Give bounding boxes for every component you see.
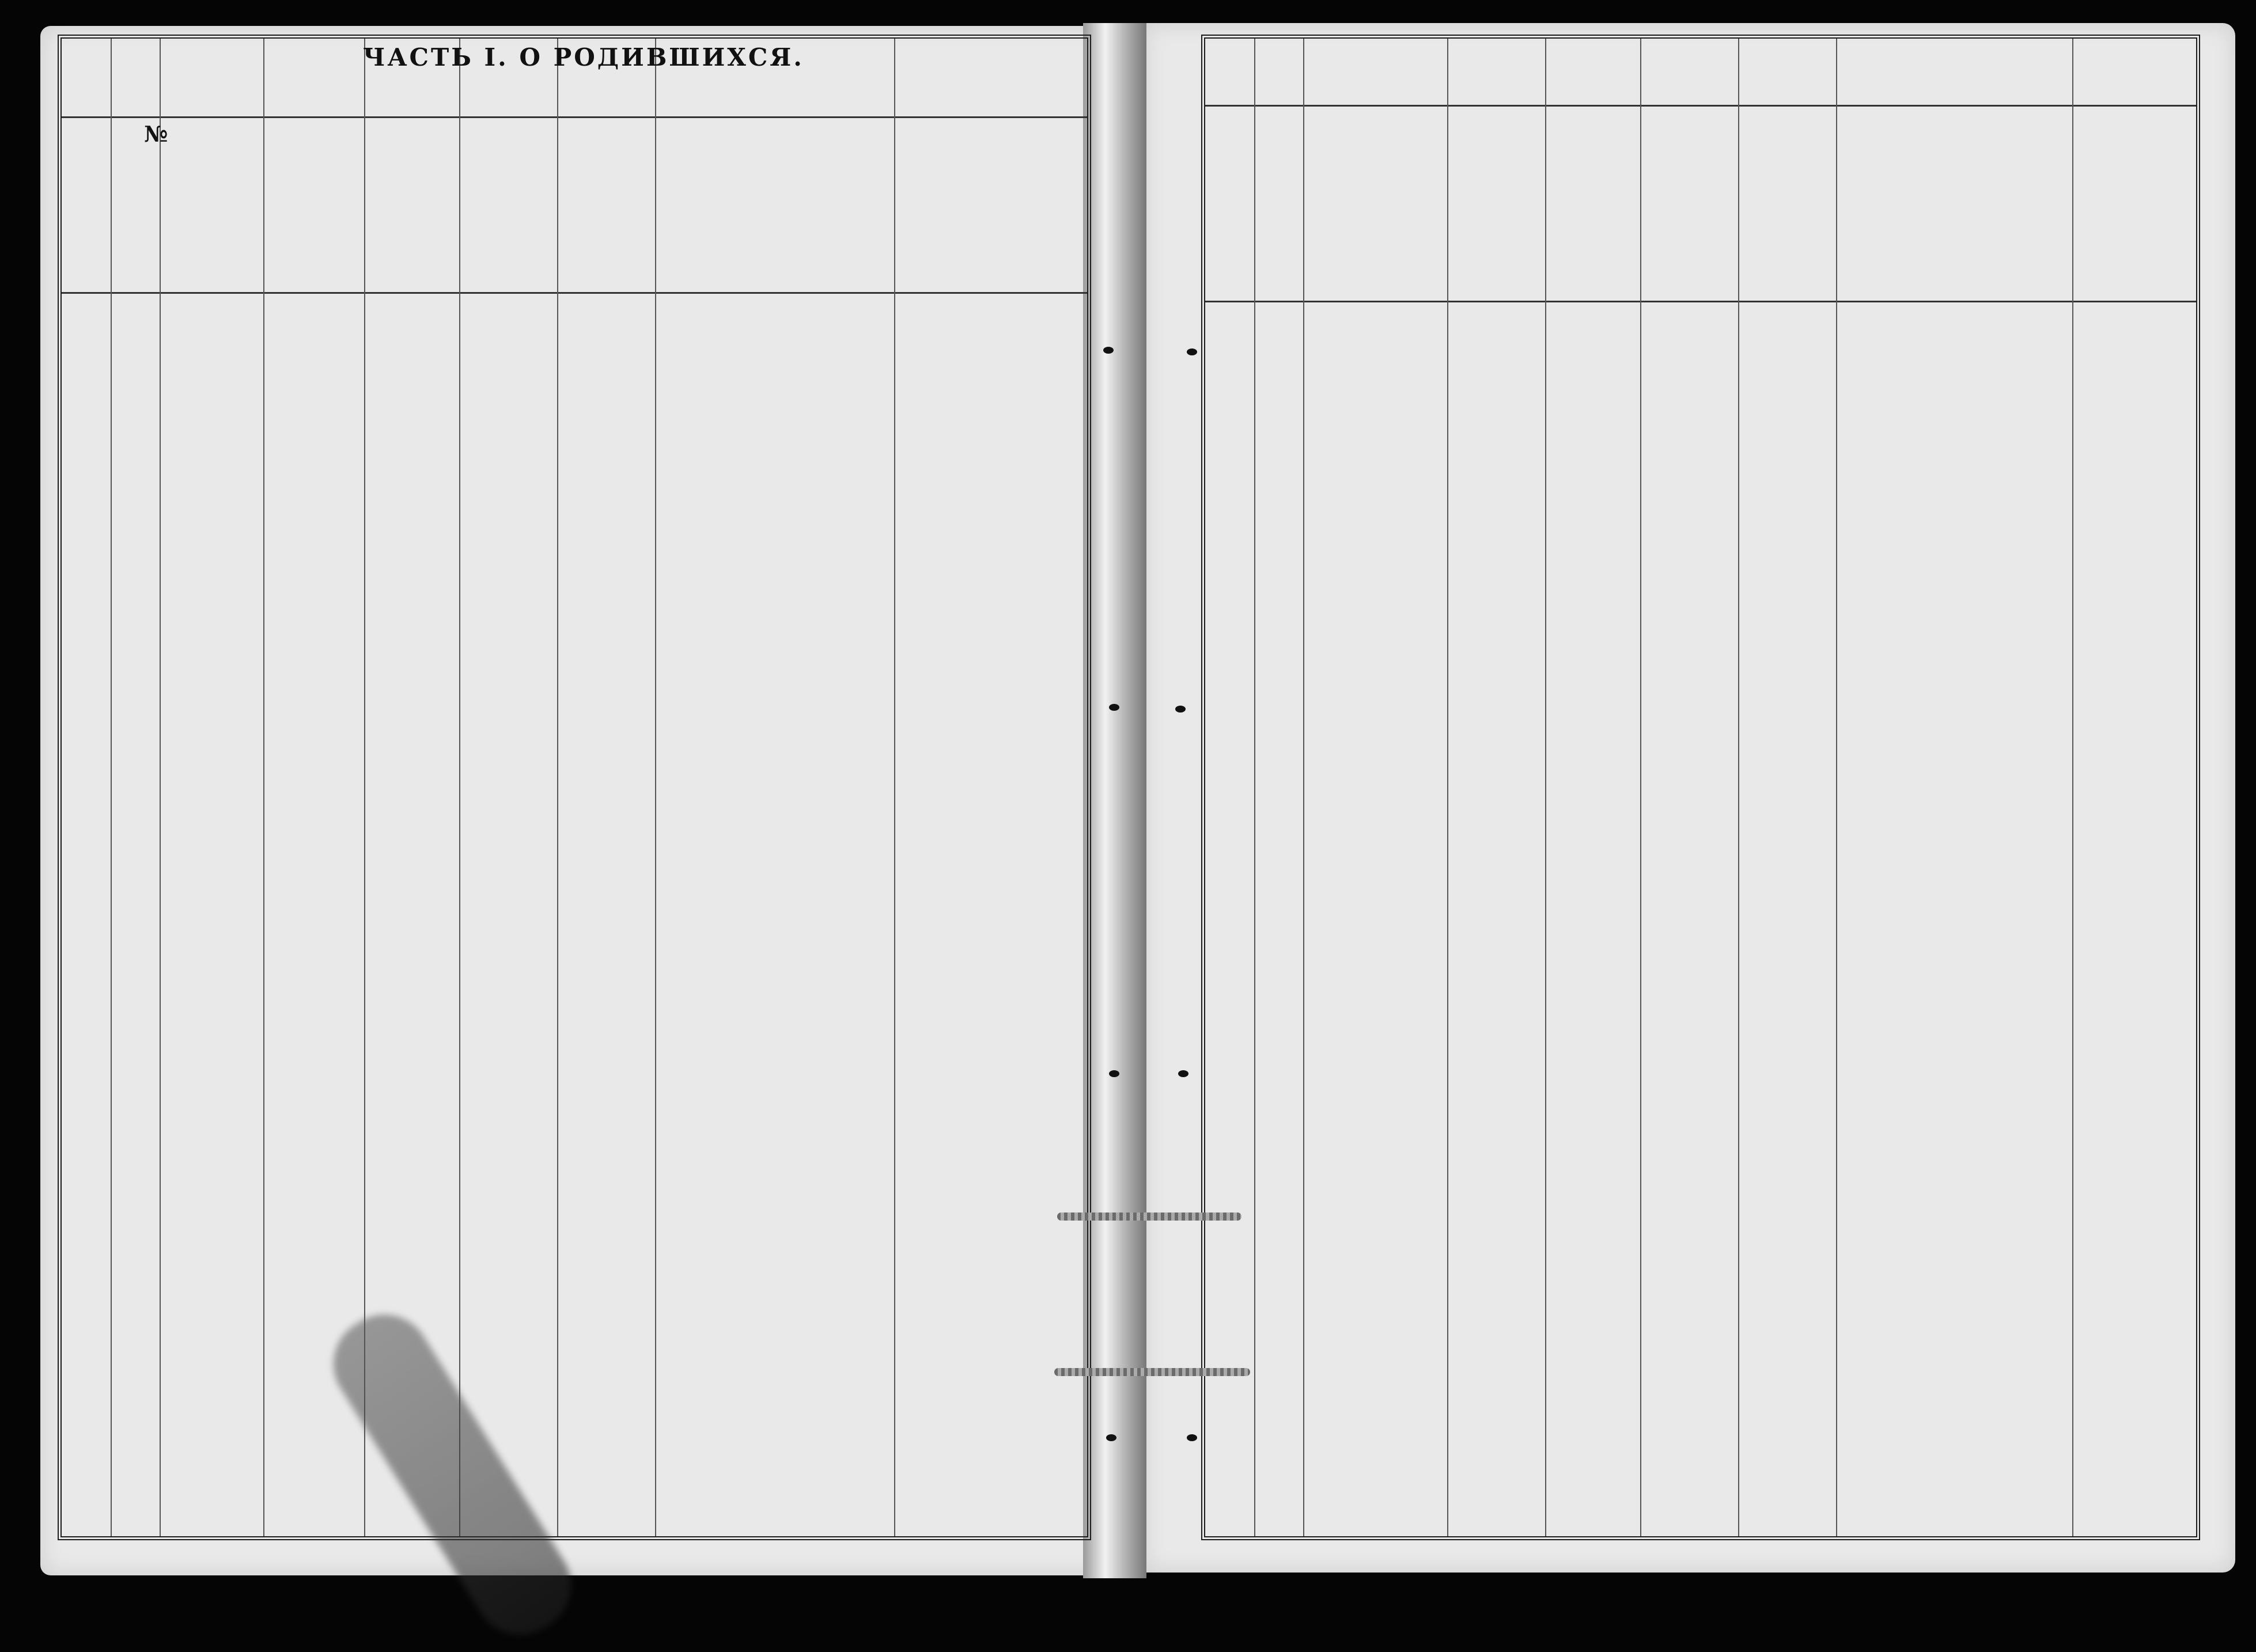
header-bottom-rule — [1205, 301, 2196, 302]
binding-hole — [1187, 1434, 1197, 1441]
column-divider — [1303, 39, 1304, 1536]
column-divider — [459, 39, 460, 1536]
left-table-frame — [58, 35, 1091, 1540]
column-divider — [894, 39, 895, 1536]
column-divider — [1545, 39, 1546, 1536]
column-divider — [263, 39, 264, 1536]
binding-thread — [1057, 1213, 1241, 1221]
column-divider — [1836, 39, 1837, 1536]
binding-hole — [1178, 1070, 1188, 1077]
binding-hole — [1106, 1434, 1116, 1441]
column-divider — [160, 39, 161, 1536]
header-rule — [62, 116, 1087, 118]
column-divider — [655, 39, 656, 1536]
column-divider — [1254, 39, 1255, 1536]
column-divider — [111, 39, 112, 1536]
book-binding — [1083, 23, 1146, 1578]
header-rule — [1205, 105, 2196, 107]
column-divider — [2072, 39, 2073, 1536]
binding-hole — [1175, 706, 1186, 713]
right-table-frame — [1201, 35, 2200, 1540]
binding-hole — [1187, 348, 1197, 355]
header-bottom-rule — [62, 292, 1087, 294]
binding-hole — [1109, 704, 1119, 711]
binding-hole — [1109, 1070, 1119, 1077]
column-divider — [1738, 39, 1739, 1536]
column-divider — [1640, 39, 1641, 1536]
binding-hole — [1103, 347, 1114, 354]
column-divider — [364, 39, 365, 1536]
column-divider — [557, 39, 558, 1536]
number-column-header: № — [144, 121, 168, 147]
column-divider — [1447, 39, 1448, 1536]
left-page-title: ЧАСТЬ I. О РОДИВШИХСЯ. — [363, 43, 804, 71]
binding-thread — [1054, 1368, 1250, 1376]
